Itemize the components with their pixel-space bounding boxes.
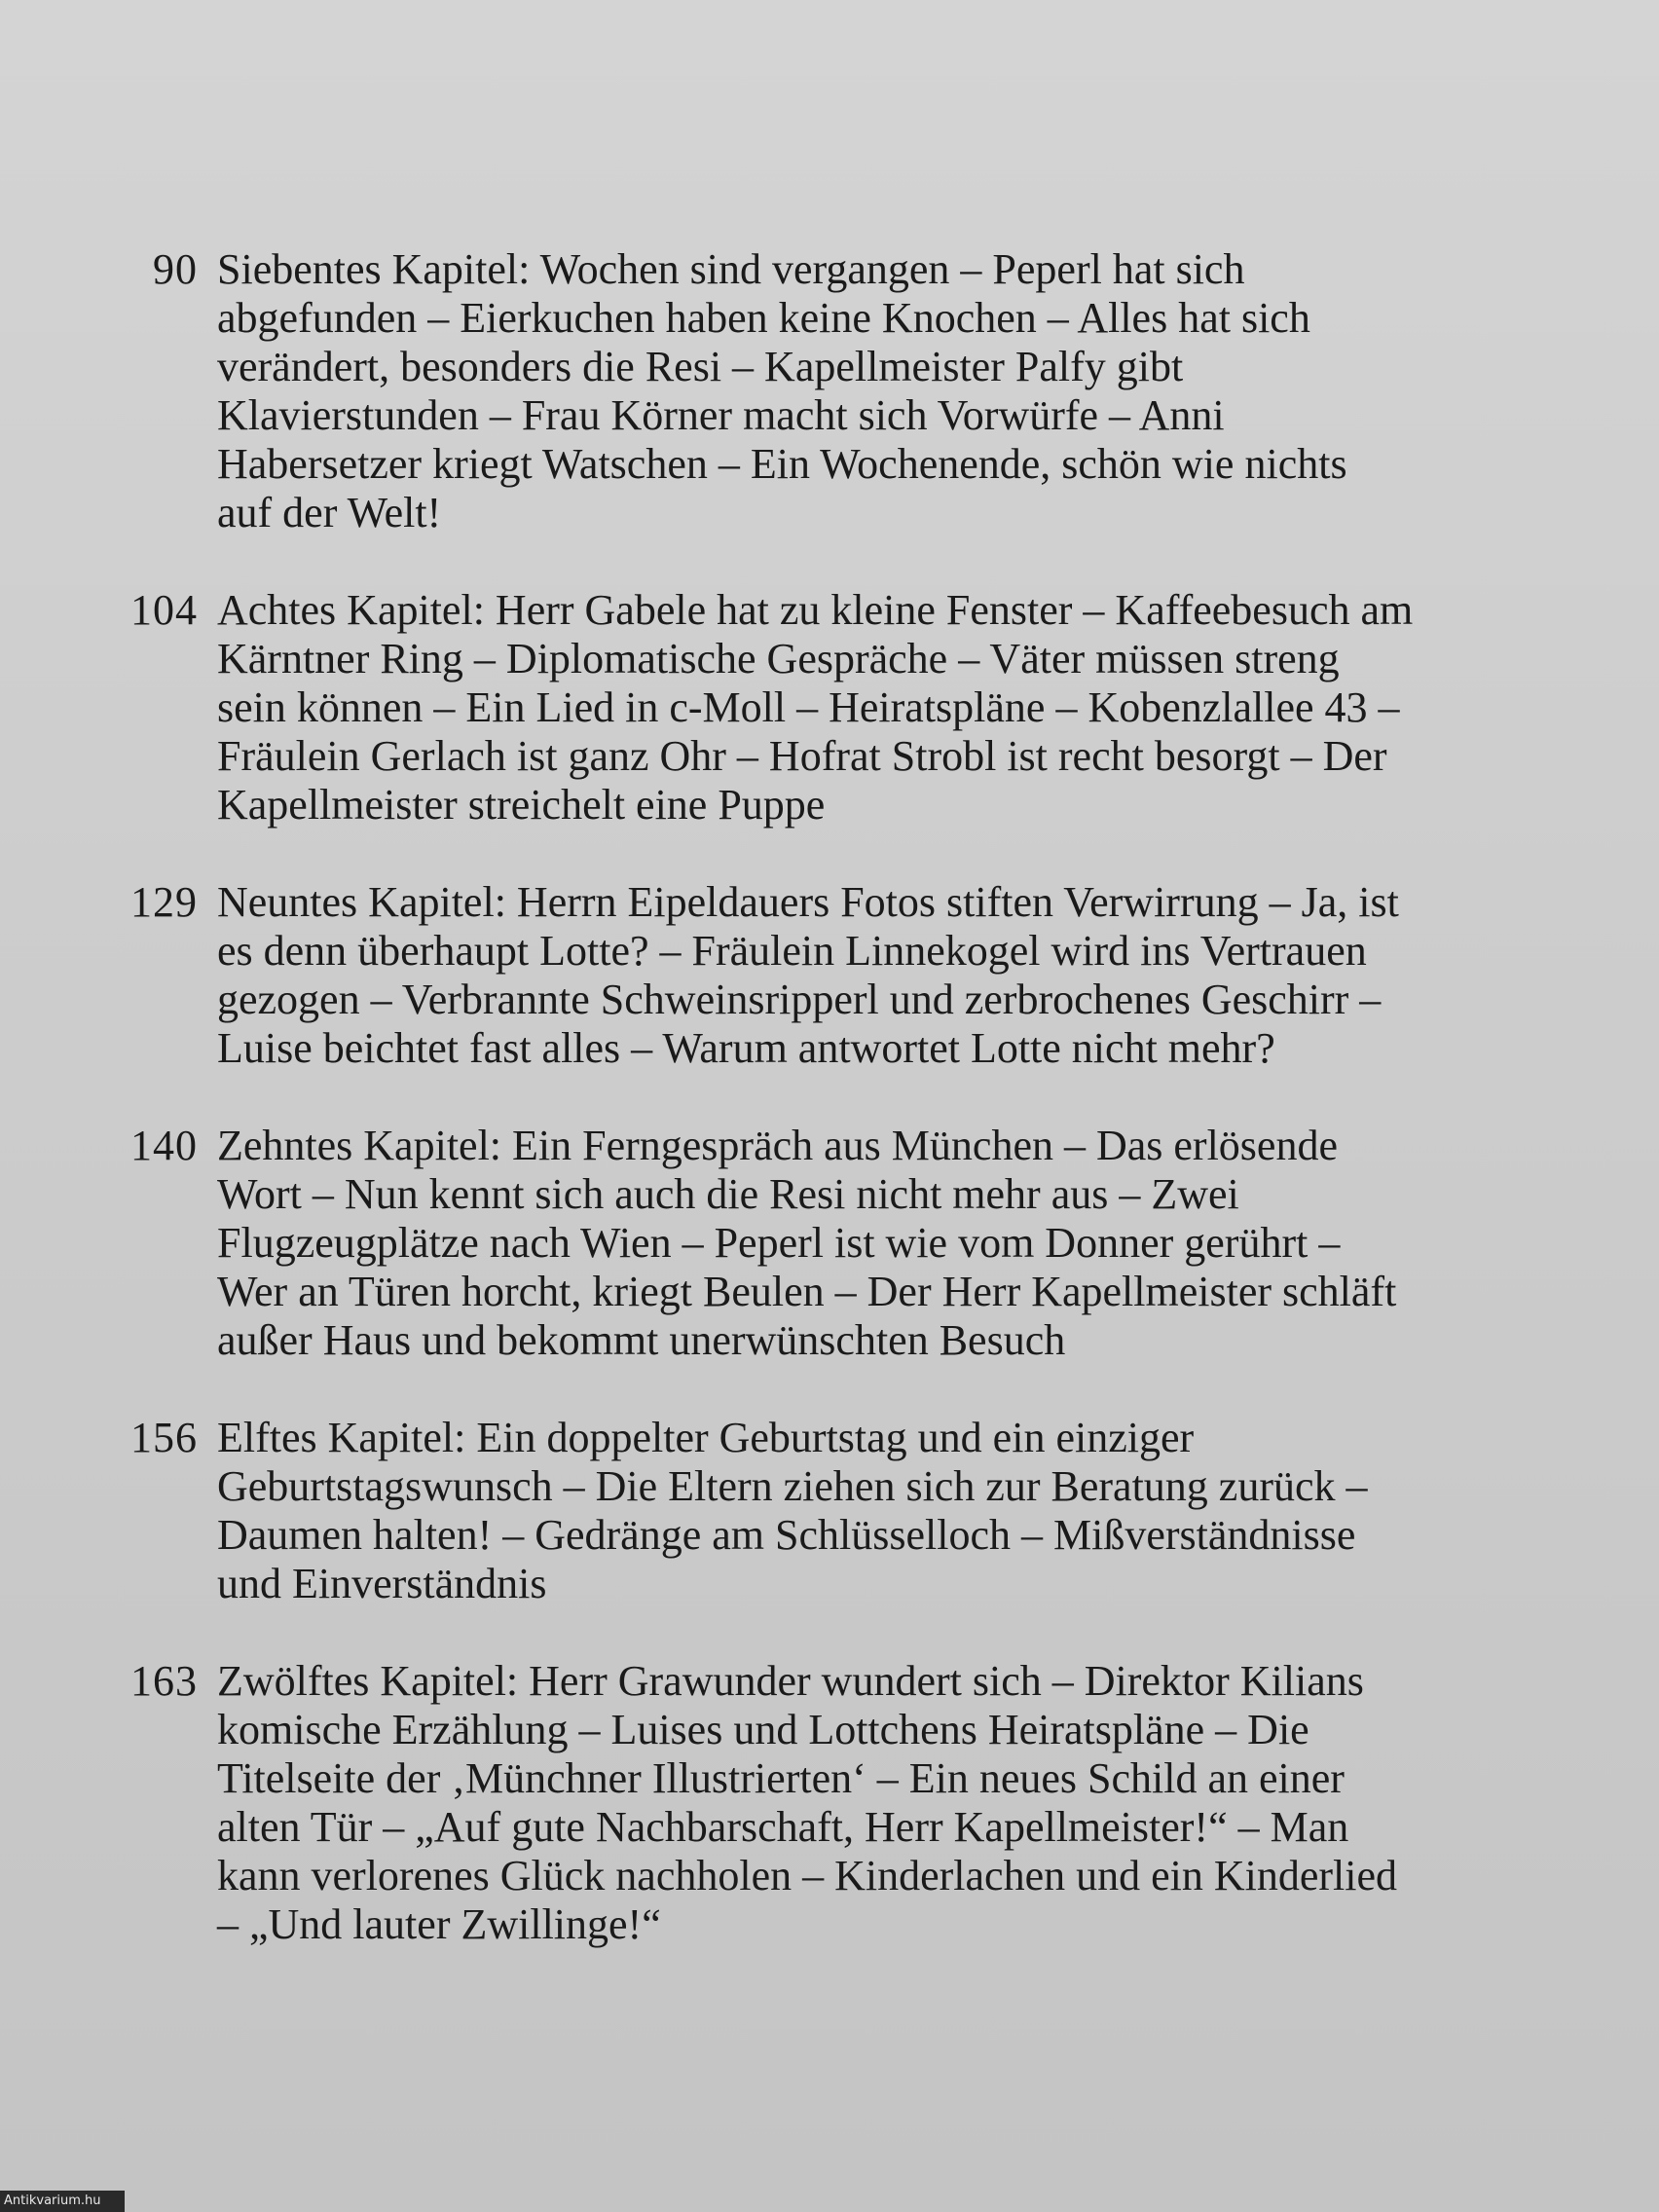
toc-line: alten Tür – „Auf gute Nachbarschaft, Herr Kapellmeister!“ – Man (217, 1803, 1349, 1851)
toc-entry-text (217, 1414, 1585, 1608)
toc-line: Habersetzer kriegt Watschen – Ein Wochenende, schön wie nichts (217, 440, 1347, 488)
toc-line: Geburtstagswunsch – Die Eltern ziehen sich zur Beratung zurück – (217, 1462, 1368, 1510)
toc-line: Zehntes Kapitel: Ein Ferngespräch aus München – Das erlösende (217, 1122, 1338, 1169)
toc-entry-10 (125, 1122, 1585, 1365)
toc-line: Flugzeugplätze nach Wien – Peperl ist wie vom Donner gerührt – (217, 1219, 1341, 1267)
watermark: Antikvarium.hu (0, 2191, 125, 2212)
toc-line: Neuntes Kapitel: Herrn Eipeldauers Fotos stiften Verwirrung – Ja, ist (217, 878, 1399, 926)
toc-entry-8 (125, 586, 1585, 830)
toc-line: und Einverständnis (217, 1560, 547, 1607)
toc-line: auf der Welt! (217, 489, 442, 536)
toc-entry-text (217, 878, 1585, 1073)
toc-line: Zwölftes Kapitel: Herr Grawunder wundert sich – Direktor Kilians (217, 1657, 1364, 1705)
toc-line: verändert, besonders die Resi – Kapellmeister Palfy gibt (217, 343, 1184, 390)
toc-line: Titelseite der ‚Münchner Illustrierten‘ – Ein neues Schild an einer (217, 1754, 1345, 1802)
toc-line: – „Und lauter Zwillinge!“ (217, 1900, 661, 1948)
toc-line: komische Erzählung – Luises und Lottchens Heiratspläne – Die (217, 1706, 1309, 1753)
toc-page-number: 104 (130, 586, 198, 634)
toc-entry-12 (125, 1657, 1585, 1949)
toc-line: Siebentes Kapitel: Wochen sind vergangen – Peperl hat sich (217, 245, 1245, 293)
toc-line: Wort – Nun kennt sich auch die Resi nicht mehr aus – Zwei (217, 1170, 1239, 1218)
toc-line: es denn überhaupt Lotte? – Fräulein Linnekogel wird ins Vertrauen (217, 927, 1367, 975)
toc-line: Klavierstunden – Frau Körner macht sich Vorwürfe – Anni (217, 391, 1225, 439)
toc-line: Achtes Kapitel: Herr Gabele hat zu kleine Fenster – Kaffeebesuch am (217, 586, 1414, 634)
toc-page-number: 140 (130, 1122, 198, 1169)
toc-page-number: 129 (130, 878, 198, 926)
toc-line: Fräulein Gerlach ist ganz Ohr – Hofrat Strobl ist recht besorgt – Der (217, 732, 1387, 780)
toc-line: sein können – Ein Lied in c-Moll – Heiratspläne – Kobenzlallee 43 – (217, 683, 1400, 731)
toc-entry-text (217, 586, 1585, 830)
toc-line: abgefunden – Eierkuchen haben keine Knochen – Alles hat sich (217, 294, 1310, 342)
toc-line: gezogen – Verbrannte Schweinsripperl und zerbrochenes Geschirr – (217, 976, 1382, 1023)
toc-entry-text (217, 245, 1585, 537)
table-of-contents (125, 245, 1585, 1998)
toc-line: Kärntner Ring – Diplomatische Gespräche – Väter müssen streng (217, 635, 1340, 682)
toc-entry-9 (125, 878, 1585, 1073)
toc-line: außer Haus und bekommt unerwünschten Besuch (217, 1316, 1066, 1364)
toc-entry-11 (125, 1414, 1585, 1608)
toc-entry-text (217, 1657, 1585, 1949)
toc-entry-7 (125, 245, 1585, 537)
toc-line: Kapellmeister streichelt eine Puppe (217, 781, 826, 829)
toc-page-number: 156 (130, 1414, 198, 1461)
toc-page-number: 90 (153, 245, 198, 293)
toc-line: Daumen halten! – Gedränge am Schlüsselloch – Mißverständnisse (217, 1511, 1356, 1559)
toc-page-number: 163 (130, 1657, 198, 1705)
toc-line: Wer an Türen horcht, kriegt Beulen – Der Herr Kapellmeister schläft (217, 1268, 1397, 1315)
toc-entry-text (217, 1122, 1585, 1365)
toc-line: Elftes Kapitel: Ein doppelter Geburtstag und ein einziger (217, 1414, 1195, 1461)
toc-line: kann verlorenes Glück nachholen – Kinderlachen und ein Kinderlied (217, 1852, 1398, 1899)
toc-line: Luise beichtet fast alles – Warum antwortet Lotte nicht mehr? (217, 1024, 1275, 1072)
